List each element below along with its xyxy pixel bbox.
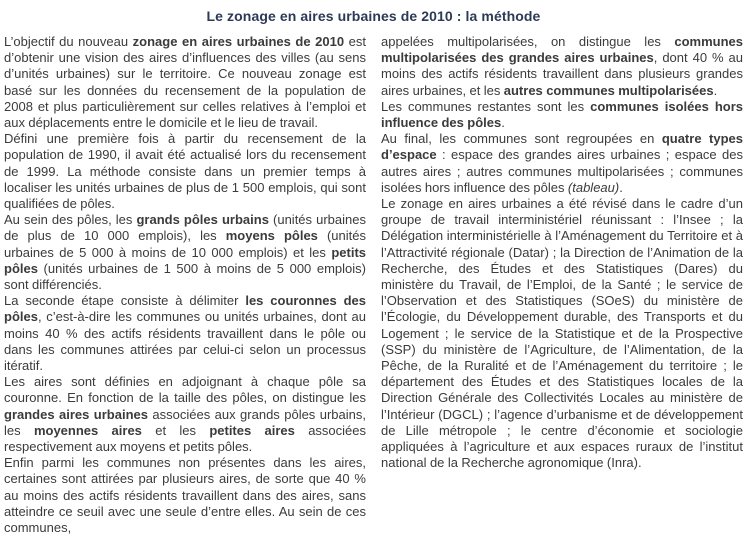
paragraph: Les communes restantes sont les communes isolées hors influence des pôles. — [381, 98, 743, 131]
paragraph: L’objectif du nouveau zonage en aires urbaines de 2010 est d’obtenir une vision des aires d’influences des villes (au sens d’unités urbaines) sur le territoire. Ce nouveau zonage est basé sur les données du recensement de la population de 2008 et plus particulièrement sur celles relatives à l’emploi et aux déplacements entre le domicile et le lieu de travail. — [4, 34, 366, 131]
paragraph: appelées multipolarisées, on distingue les communes multipolarisées des grandes aires urbaines, dont 40 % au moins des actifs résidents travaillent dans plusieurs grandes aires urbaines, et les autres communes multipolarisées. — [381, 34, 743, 98]
two-column-layout — [4, 34, 743, 536]
text-column-left — [4, 34, 366, 536]
paragraph: Au sein des pôles, les grands pôles urbains (unités urbaines de plus de 10 000 emplois), les moyens pôles (unités urbaines de 5 000 à moins de 10 000 emplois) et les petits pôles (unités urbaines de 1 500 à moins de 5 000 emplois) sont différenciés. — [4, 212, 366, 293]
paragraph: La seconde étape consiste à délimiter les couronnes des pôles, c’est-à-dire les communes ou unités urbaines, dont au moins 40 % des actifs résidents travaillent dans le pôle ou dans les communes attirées par celui-ci selon un processus itératif. — [4, 293, 366, 374]
paragraph: Enfin parmi les communes non présentes dans les aires, certaines sont attirées par plusieurs aires, de sorte que 40 % au moins des actifs résidents travaillent dans des aires, sans atteindre ce seuil avec une seule d’entre elles. Au sein de ces communes, — [4, 455, 366, 536]
paragraph: Au final, les communes sont regroupées en quatre types d’espace : espace des grandes aires urbaines ; espace des autres aires ; autres communes multipolarisées ; communes isolées hors influence des pôles (tableau). — [381, 131, 743, 195]
page-title: Le zonage en aires urbaines de 2010 : la méthode — [206, 8, 541, 24]
paragraph: Défini une première fois à partir du recensement de la population de 1990, il avait été actualisé lors du recensement de 1999. La méthode consiste dans un premier temps à localiser les unités urbaines de plus de 1 500 emplois, qui sont qualifiées de pôles. — [4, 131, 366, 212]
text-column-right — [381, 34, 743, 536]
paragraph: Les aires sont définies en adjoignant à chaque pôle sa couronne. En fonction de la taille des pôles, on distingue les grandes aires urbaines associées aux grands pôles urbains, les moyennes aires et les petites aires associées respectivement aux moyens et petits pôles. — [4, 374, 367, 455]
paragraph: Le zonage en aires urbaines a été révisé dans le cadre d’un groupe de travail interministériel réunissant : l’Insee ; la Délégation interministérielle à l’Aménagement du Territoire et à l’Attractivité régionale (Datar) ; la Direction de l’Animation de la Recherche, des Études et des Statistiques (Dares) du ministère du Travail, de l’Emploi, de la Santé ; le service de l’Observation et des Statistiques (SOeS) du ministère de l’Écologie, du Développement durable, des Transports et du Logement ; le service de la Statistique et de la Prospective (SSP) du ministère de l’Agriculture, de l’Alimentation, de la Pêche, de la Ruralité et de l’Aménagement du territoire ; le département des Études et des Statistiques locales de la Direction Générale des Collectivités Locales au ministère de l’Intérieur (DGCL) ; l’agence d’urbanisme et de développement de Lille métropole ; le centre d’économie et sociologie appliquées à l’agriculture et aux espaces ruraux de l’institut national de la Recherche agronomique (Inra). — [381, 196, 743, 471]
